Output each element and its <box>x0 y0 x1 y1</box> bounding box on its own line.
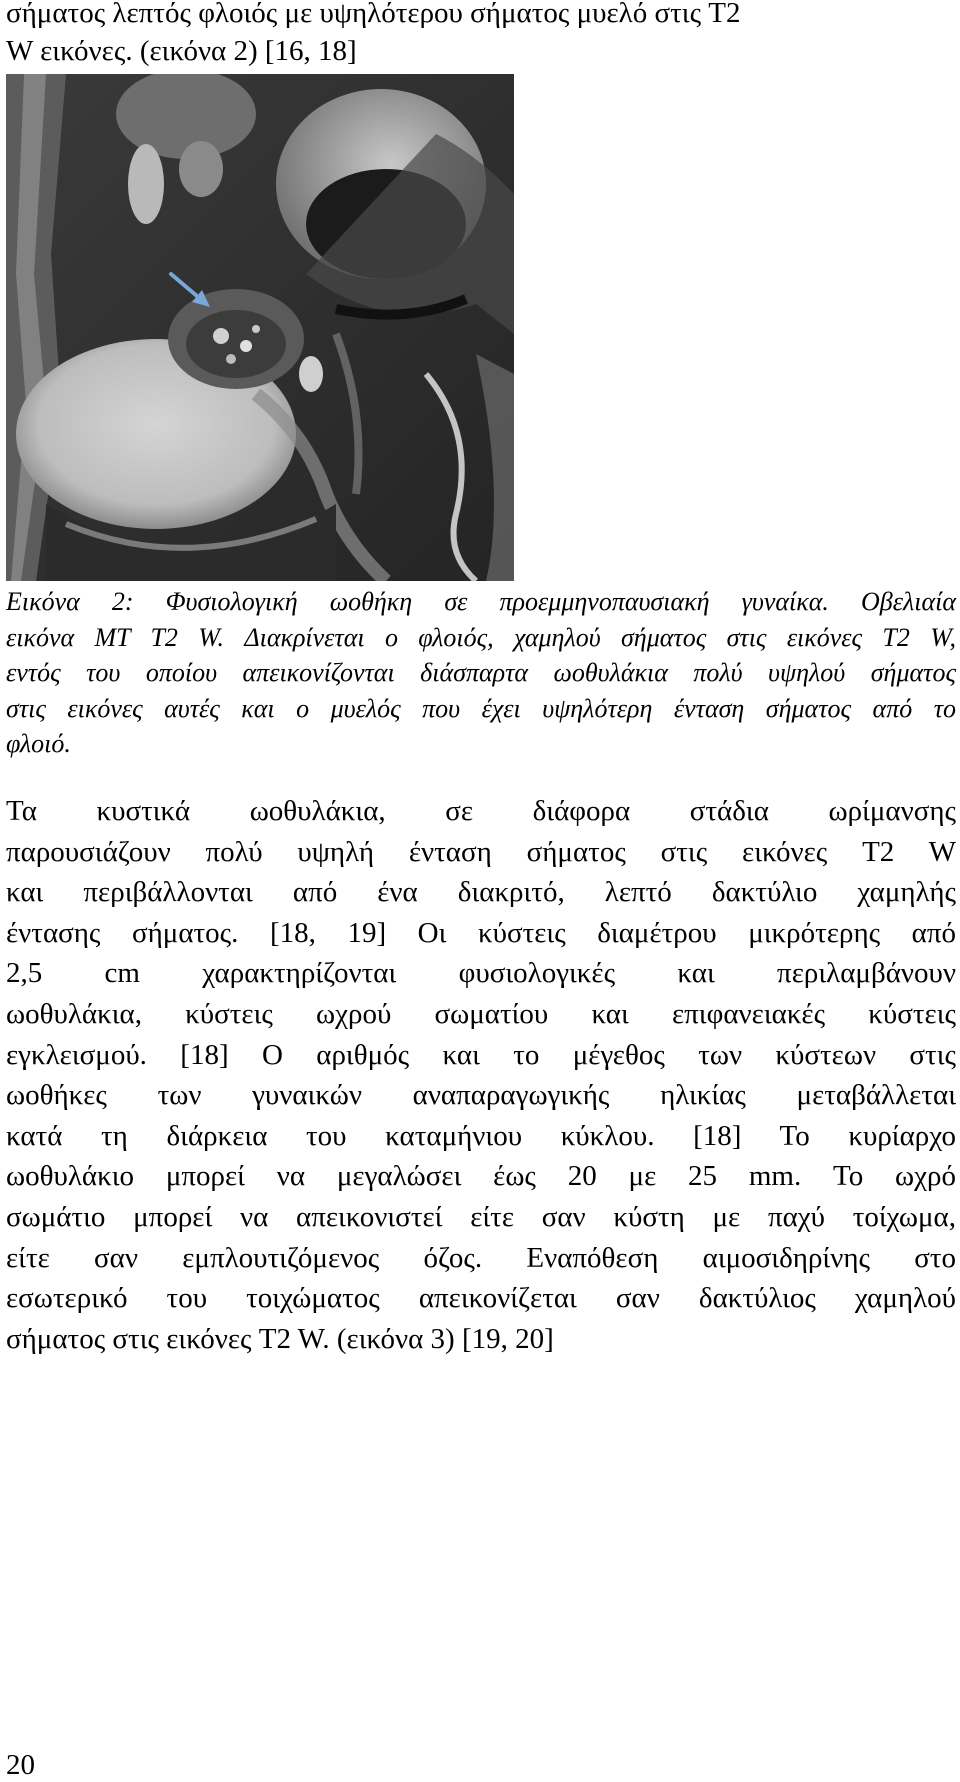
body-line: παρουσιάζουν πολύ υψηλή ένταση σήματος στις εικόνες T2 W <box>6 835 956 868</box>
intro-line-1: σήματος λεπτός φλοιός με υψηλότερου σήματος μυελό στις T2 <box>6 0 741 29</box>
body-line: σήματος στις εικόνες T2 W. (εικόνα 3) [19, 20] <box>6 1322 554 1355</box>
body-line: 2,5 cm χαρακτηρίζονται φυσιολογικές και περιλαμβάνουν <box>6 957 956 990</box>
intro-paragraph <box>6 0 956 70</box>
body-line: σωμάτιο μπορεί να απεικονιστεί είτε σαν κύστη με παχύ τοίχωμα, <box>6 1200 956 1233</box>
body-line: και περιβάλλονται από ένα διακριτό, λεπτό δακτύλιο χαμηλής <box>6 876 956 909</box>
body-line: ωοθυλάκιο μπορεί να μεγαλώσει έως 20 με 25 mm. Το ωχρό <box>6 1160 956 1193</box>
body-line: Τα κυστικά ωοθυλάκια, σε διάφορα στάδια ωρίμανσης <box>6 795 956 827</box>
caption-line: εντός του οποίου απεικονίζονται διάσπαρτα ωοθυλάκια πολύ υψηλού σήματος <box>6 658 956 687</box>
body-line: εγκλεισμού. [18] Ο αριθμός και το μέγεθος των κύστεων στις <box>6 1038 956 1071</box>
body-line: ωοθυλάκια, κύστεις ωχρού σωματίου και επιφανειακές κύστεις <box>6 997 956 1030</box>
body-line: ωοθήκες των γυναικών αναπαραγωγικής ηλικίας μεταβάλλεται <box>6 1079 956 1112</box>
caption-line: εικόνα MT T2 W. Διακρίνεται ο φλοιός, χαμηλού σήματος στις εικόνες T2 W, <box>6 622 956 652</box>
caption-line: Εικόνα 2: Φυσιολογική ωοθήκη σε προεμμηνοπαυσιακή γυναίκα. Οβελιαία <box>6 587 956 616</box>
body-line: είτε σαν εμπλουτιζόμενος όζος. Εναπόθεση αιμοσιδηρίνης στο <box>6 1241 956 1274</box>
mri-sagittal-ovary-image <box>6 74 514 581</box>
mri-figure <box>6 74 514 581</box>
body-line: έντασης σήματος. [18, 19] Οι κύστεις διαμέτρου μικρότερης από <box>6 916 956 949</box>
body-line: εσωτερικό του τοιχώματος απεικονίζεται σαν δακτύλιος χαμηλού <box>6 1282 956 1315</box>
page-number: 20 <box>6 1749 35 1781</box>
caption-line: στις εικόνες αυτές και ο μυελός που έχει υψηλότερη ένταση σήματος από το <box>6 693 956 723</box>
caption-line: φλοιό. <box>6 729 71 758</box>
body-paragraph <box>6 791 956 1359</box>
intro-line-2: W εικόνες. (εικόνα 2) [16, 18] <box>6 35 357 67</box>
figure-caption <box>6 584 956 762</box>
body-line: κατά τη διάρκεια του καταμήνιου κύκλου. [18] Το κυρίαρχο <box>6 1119 956 1152</box>
